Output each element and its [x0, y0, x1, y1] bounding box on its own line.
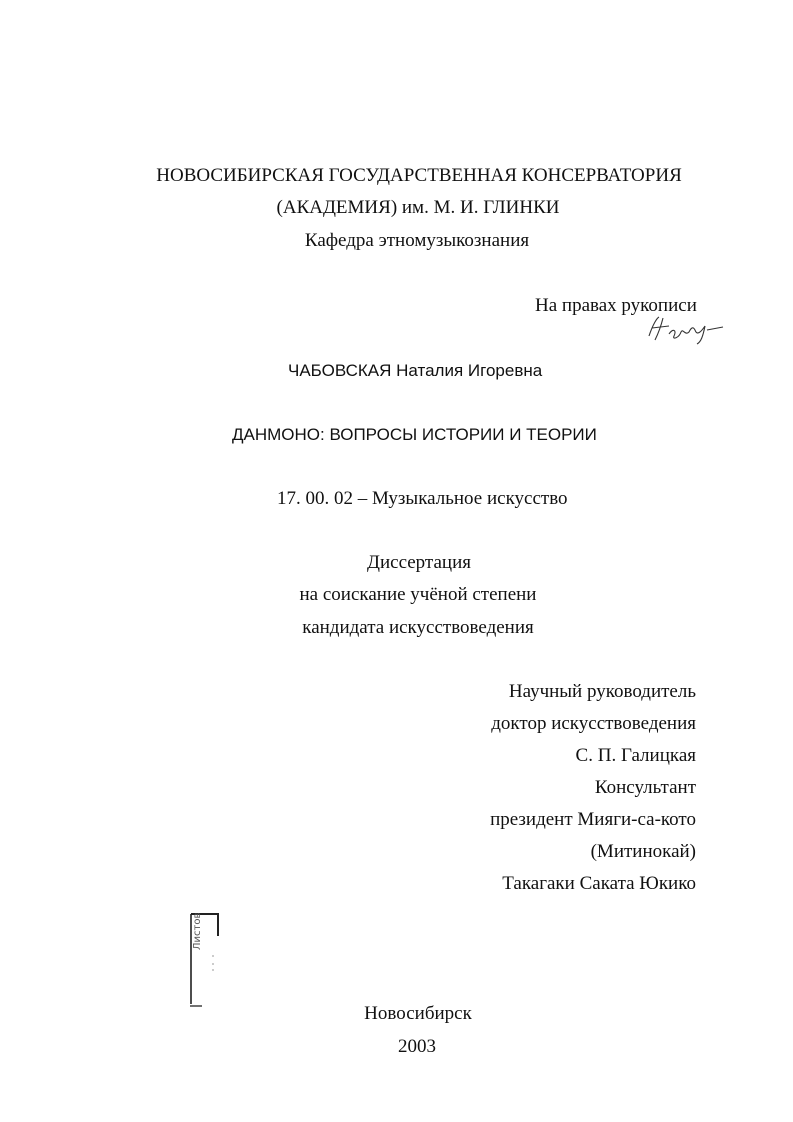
- dissertation-title: ДАНМОНО: ВОПРОСЫ ИСТОРИИ И ТЕОРИИ: [232, 425, 597, 444]
- degree-field: кандидата искусствоведения: [302, 617, 534, 638]
- specialty-code: 17. 00. 02 – Музыкальное искусство: [277, 488, 568, 509]
- document-type: Диссертация: [367, 552, 471, 573]
- department-name: Кафедра этномузыкознания: [304, 230, 530, 251]
- supervisor-role: Научный руководитель: [508, 681, 696, 702]
- institution-name-line2: (АКАДЕМИЯ) им. М. И. ГЛИНКИ: [276, 197, 560, 218]
- consultant-organization: (Митинокай): [590, 841, 696, 862]
- city: Новосибирск: [364, 1003, 472, 1024]
- consultant-title: президент Мияги-са-кото: [490, 809, 696, 830]
- institution-name-line1: НОВОСИБИРСКАЯ ГОСУДАРСТВЕННАЯ КОНСЕРВАТОРИЯ: [156, 165, 682, 186]
- year: 2003: [398, 1036, 436, 1057]
- handwritten-signature: [643, 312, 733, 346]
- degree-line: на соискание учёной степени: [299, 584, 537, 605]
- stamp-label: Листов: [192, 912, 203, 950]
- consultant-role: Консультант: [594, 777, 696, 798]
- author-name: ЧАБОВСКАЯ Наталия Игоревна: [288, 361, 543, 380]
- supervisor-degree: доктор искусствоведения: [491, 713, 696, 734]
- consultant-name: Такагаки Саката Юкико: [502, 873, 696, 894]
- supervisor-name: С. П. Галицкая: [575, 745, 696, 766]
- manuscript-note: На правах рукописи: [535, 295, 697, 316]
